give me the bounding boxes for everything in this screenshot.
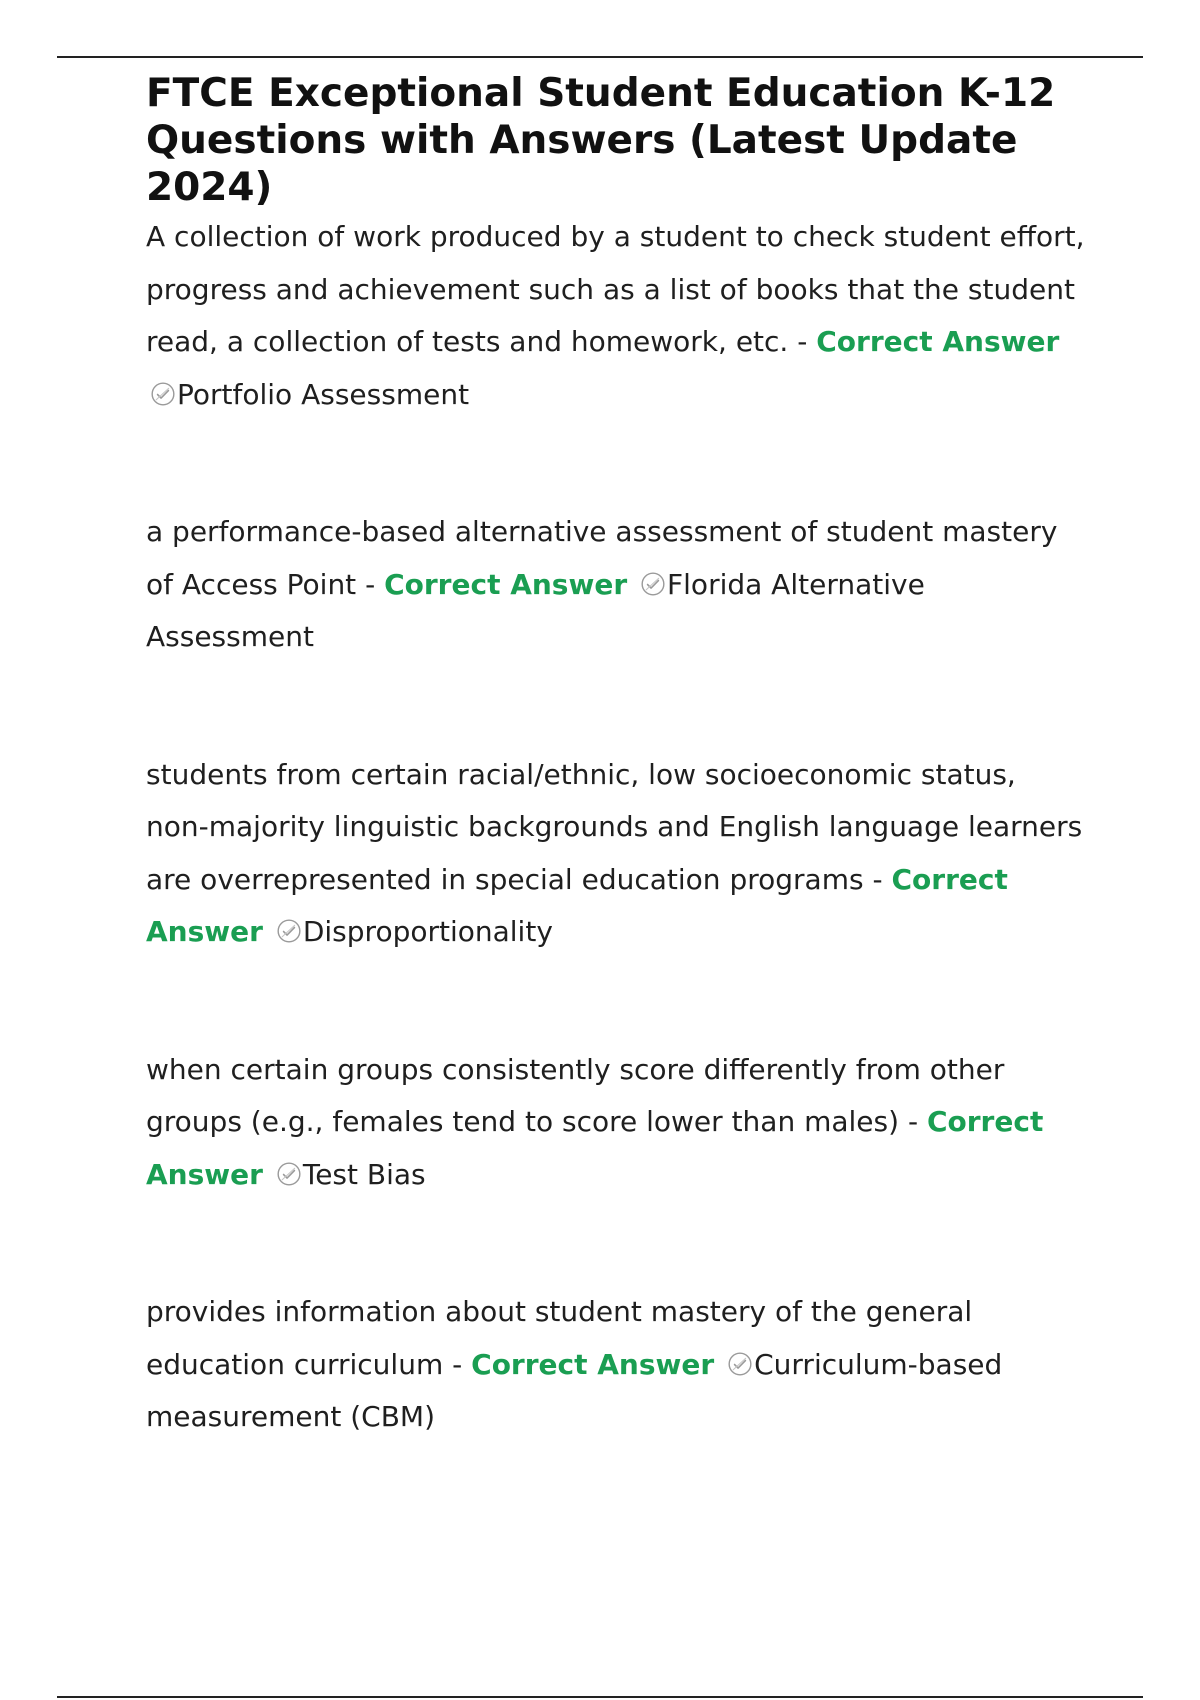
check-badge-icon [276,918,302,944]
question-text: provides information about student mastery of the general education curriculum [146,1295,973,1381]
question-text: a performance-based alternative assessment of student mastery of Access Point [146,515,1058,601]
separator: - [899,1105,927,1138]
answer-text: Disproportionality [302,915,553,948]
correct-answer-label: Correct Answer [816,325,1060,358]
answer-text: Florida Alternative Assessment [146,567,925,653]
bottom-rule [57,1696,1143,1698]
qa-item [146,506,1086,664]
qa-item [146,749,1086,959]
qa-item [146,1044,1086,1202]
check-badge-icon [150,381,176,407]
check-badge-icon [640,571,666,597]
qa-item [146,1286,1086,1444]
correct-answer-label: Correct Answer [146,1105,1044,1191]
document-body [146,70,1086,1444]
correct-answer-label: Correct Answer [146,862,1008,948]
question-text: students from certain racial/ethnic, low socioeconomic status, non-majority linguistic backgrounds and English language learners are overrepresented in special education programs [146,757,1083,896]
answer-text: Test Bias [302,1157,426,1191]
separator: - [443,1347,472,1381]
separator: - [356,567,385,601]
qa-item [146,211,1086,421]
question-text: A collection of work produced by a student to check student effort, progress and achievement such as a list of books that the student read, a collection of tests and homework, etc. [146,220,1085,358]
separator: - [788,325,817,358]
check-badge-icon [727,1351,753,1377]
document-title: FTCE Exceptional Student Education K-12 Questions with Answers (Latest Update 2024) [146,71,1056,210]
correct-answer-label: Correct Answer [471,1347,715,1381]
question-text: when certain groups consistently score differently from other groups (e.g., females tend to score lower than males) [146,1052,1005,1138]
separator: - [863,862,892,896]
answer-text: Curriculum-based measurement (CBM) [146,1347,1003,1433]
check-badge-icon [276,1161,302,1187]
top-rule [57,56,1143,58]
answer-text: Portfolio Assessment [177,377,470,411]
correct-answer-label: Correct Answer [384,567,628,601]
